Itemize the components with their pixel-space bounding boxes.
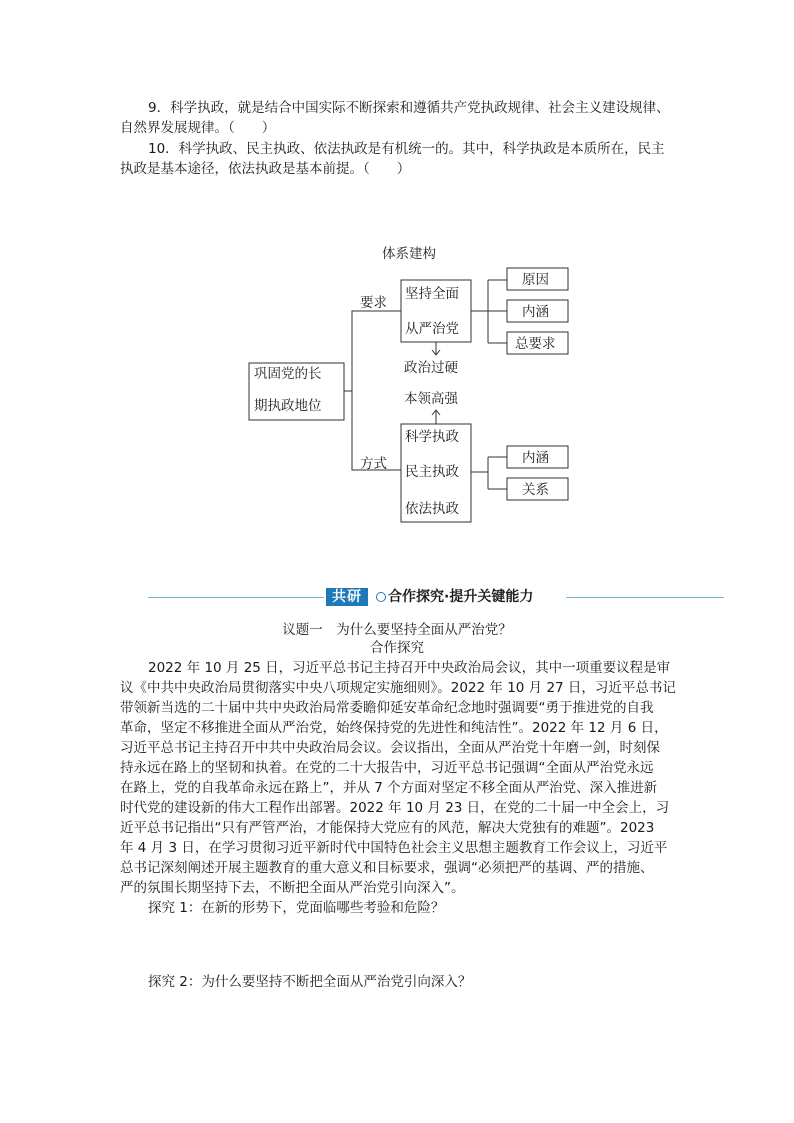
- middle-line1: 政治过硬: [404, 360, 458, 376]
- bottom-box-line1: 科学执政: [405, 429, 459, 445]
- inquiry-1: 探究 1：在新的形势下，党面临哪些考验和危险？: [148, 900, 445, 916]
- section-banner: [148, 587, 724, 607]
- passage-line: 总书记深刻阐述开展主题教育的重大意义和目标要求，强调“必须把严的基调、严的措施、: [120, 860, 654, 876]
- branch-label-bottom: 方式: [360, 456, 387, 472]
- top-leaf-2: 内涵: [522, 304, 549, 320]
- root-line2: 期执政地位: [254, 398, 322, 414]
- passage-line: 议《中共中央政治局贯彻落实中央八项规定实施细则》。2022 年 10 月 27 日，习近平总书记: [120, 680, 676, 696]
- middle-line2: 本领高强: [404, 391, 458, 407]
- bottom-leaf-2: 关系: [522, 482, 549, 498]
- branch-label-top: 要求: [360, 295, 387, 311]
- passage-line: 年 4 月 3 日，在学习贯彻习近平新时代中国特色社会主义思想主题教育工作会议上，习近平: [120, 840, 668, 856]
- banner-text: 合作探究·提升关键能力: [388, 589, 534, 605]
- passage-line: 带领新当选的二十届中共中央政治局常委瞻仰延安革命纪念地时强调要“勇于推进党的自我: [120, 700, 654, 716]
- passage-line: 近平总书记指出“只有严管严治，才能保持大党应有的风范，解决大党独有的难题”。2023: [120, 820, 655, 836]
- question-10-line2: 执政是基本途径，依法执政是基本前提。（ ）: [120, 161, 411, 177]
- passage-line: 时代党的建设新的伟大工程作出部署。2022 年 10 月 23 日，在党的二十届一中全会上，习: [120, 800, 670, 816]
- bottom-leaves-bracket: [471, 457, 507, 489]
- passage-line: 2022 年 10 月 25 日，习近平总书记主持召开中央政治局会议，其中一项重要议程是审: [148, 660, 671, 676]
- top-box-line2: 从严治党: [405, 321, 459, 337]
- bottom-leaf-1: 内涵: [522, 450, 549, 466]
- diagram-title: 体系建构: [382, 246, 436, 262]
- top-box-line1: 坚持全面: [405, 286, 459, 302]
- passage-line: 严的氛围长期坚持下去，不断把全面从严治党引向深入”。: [120, 880, 465, 896]
- top-leaf-1: 原因: [522, 272, 549, 288]
- banner-rule-right: [566, 597, 724, 598]
- question-10-line1: 10．科学执政、民主执政、依法执政是有机统一的。其中，科学执政是本质所在，民主: [148, 141, 665, 157]
- passage-line: 持永远在路上的坚韧和执着。在党的二十大报告中，习近平总书记强调“全面从严治党永远: [120, 760, 654, 776]
- top-leaf-3: 总要求: [515, 336, 556, 352]
- passage-line: 习近平总书记主持召开中共中央政治局会议。会议指出，全面从严治党十年磨一剑，时刻保: [120, 740, 660, 756]
- bottom-box-line3: 依法执政: [405, 501, 459, 517]
- banner-rule-left: [148, 597, 324, 598]
- banner-dot-icon: [376, 592, 386, 602]
- root-bracket: [344, 311, 401, 470]
- inquiry-2: 探究 2：为什么要坚持不断把全面从严治党引向深入？: [148, 974, 472, 990]
- question-9-line1: 9．科学执政，就是结合中国实际不断探索和遵循共产党执政规律、社会主义建设规律、: [148, 100, 670, 116]
- bottom-box-line2: 民主执政: [405, 464, 459, 480]
- root-line1: 巩固党的长: [254, 366, 322, 382]
- top-leaves-bracket: [471, 280, 507, 343]
- banner-badge: 共研: [326, 588, 368, 606]
- passage-line: 革命，坚定不移推进全面从严治党，始终保持党的先进性和纯洁性”。2022 年 12 月 6 日，: [120, 720, 668, 736]
- question-9-line2: 自然界发展规律。（ ）: [120, 120, 276, 136]
- topic-subtitle: 合作探究: [370, 640, 424, 656]
- topic-title: 议题一 为什么要坚持全面从严治党？: [282, 622, 512, 638]
- passage-line: 在路上，党的自我革命永远在路上”，并从 7 个方面对坚定不移全面从严治党、深入推进新: [120, 780, 658, 796]
